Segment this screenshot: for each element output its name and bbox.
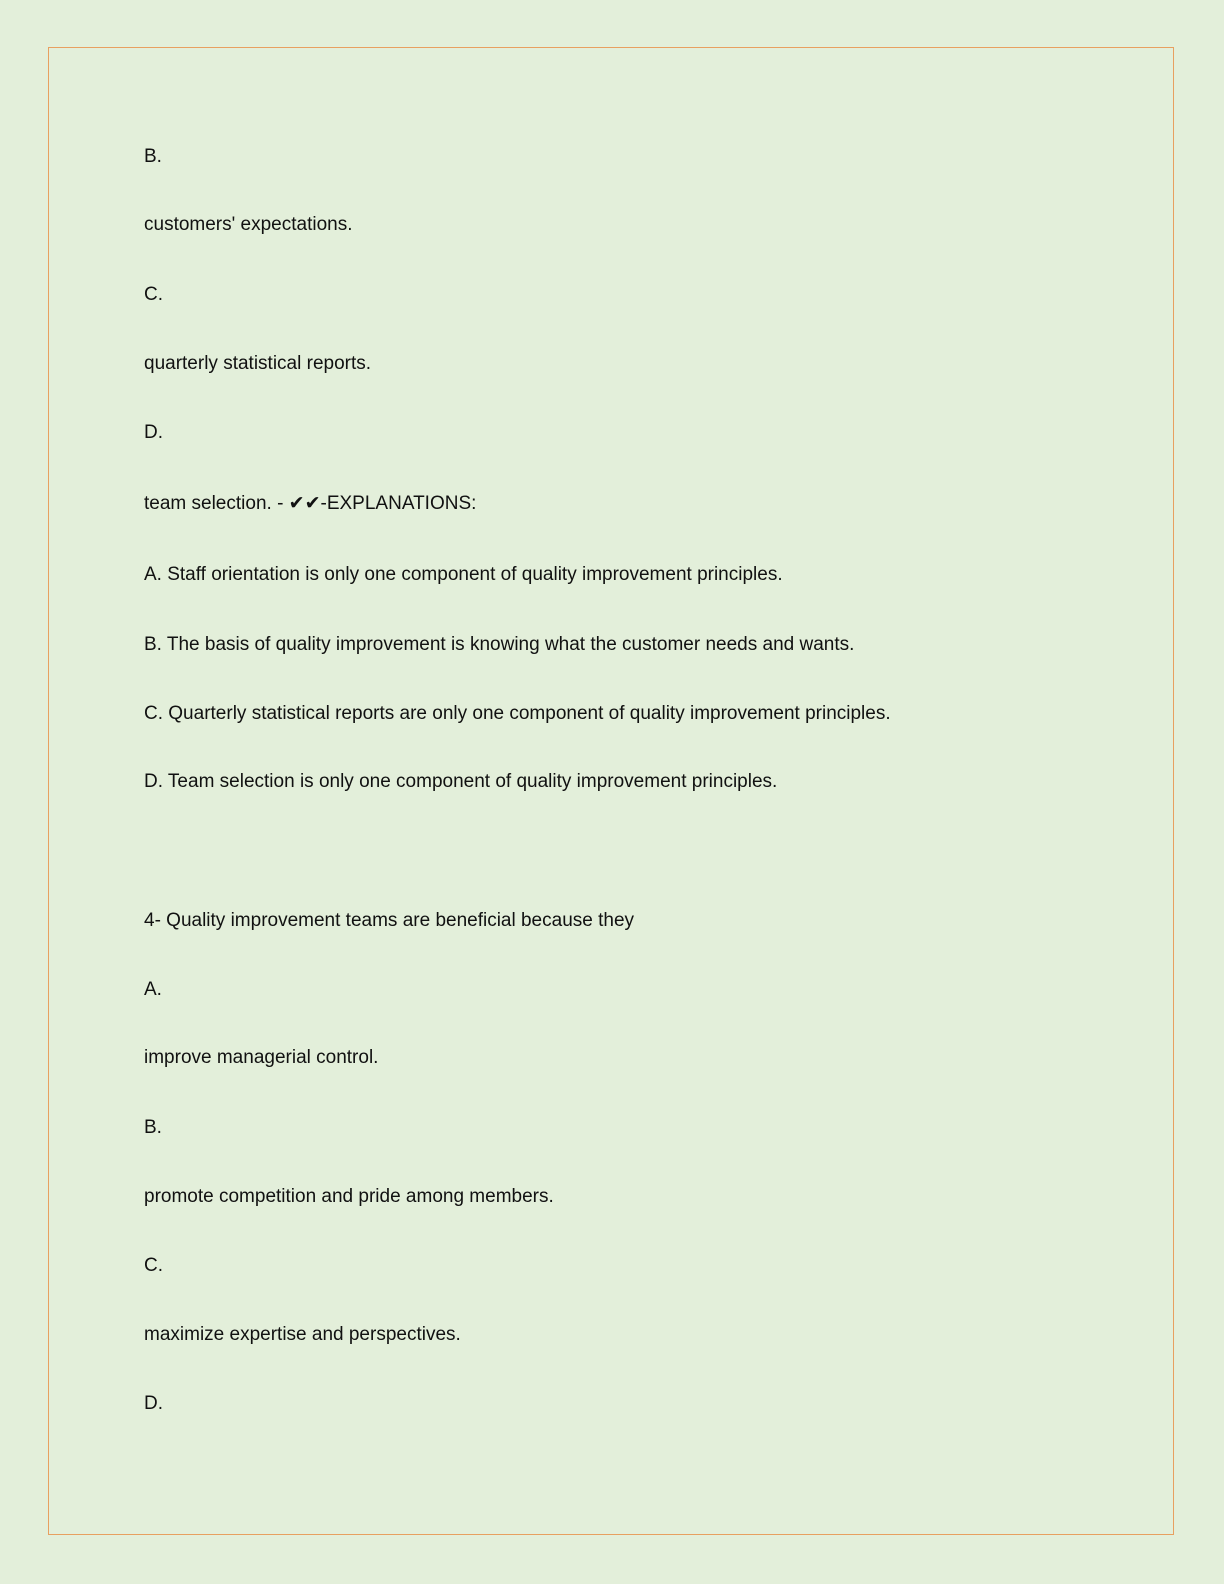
explanation-c: C. Quarterly statistical reports are only one component of quality improvement principles. xyxy=(144,703,891,724)
option-c-text: quarterly statistical reports. xyxy=(144,353,372,374)
explanation-d: D. Team selection is only one component of quality improvement principles. xyxy=(144,771,778,792)
option-b-label: B. xyxy=(144,146,162,167)
option-c-label: C. xyxy=(144,284,163,305)
q4-option-a-label: A. xyxy=(144,979,162,1000)
q4-option-a-text: improve managerial control. xyxy=(144,1047,379,1068)
q4-option-b-text: promote competition and pride among members. xyxy=(144,1186,554,1207)
answer-explanations-heading: team selection. - ✔✔-EXPLANATIONS: xyxy=(144,493,477,514)
question-4: 4- Quality improvement teams are beneficial because they xyxy=(144,910,635,931)
explanation-b: B. The basis of quality improvement is knowing what the customer needs and wants. xyxy=(144,634,855,655)
q4-option-c-label: C. xyxy=(144,1255,163,1276)
q4-option-b-label: B. xyxy=(144,1117,162,1138)
q4-option-c-text: maximize expertise and perspectives. xyxy=(144,1324,461,1345)
option-d-label: D. xyxy=(144,422,163,443)
q4-option-d-label: D. xyxy=(144,1393,163,1414)
explanation-a: A. Staff orientation is only one component of quality improvement principles. xyxy=(144,564,783,585)
option-b-text: customers' expectations. xyxy=(144,214,353,235)
